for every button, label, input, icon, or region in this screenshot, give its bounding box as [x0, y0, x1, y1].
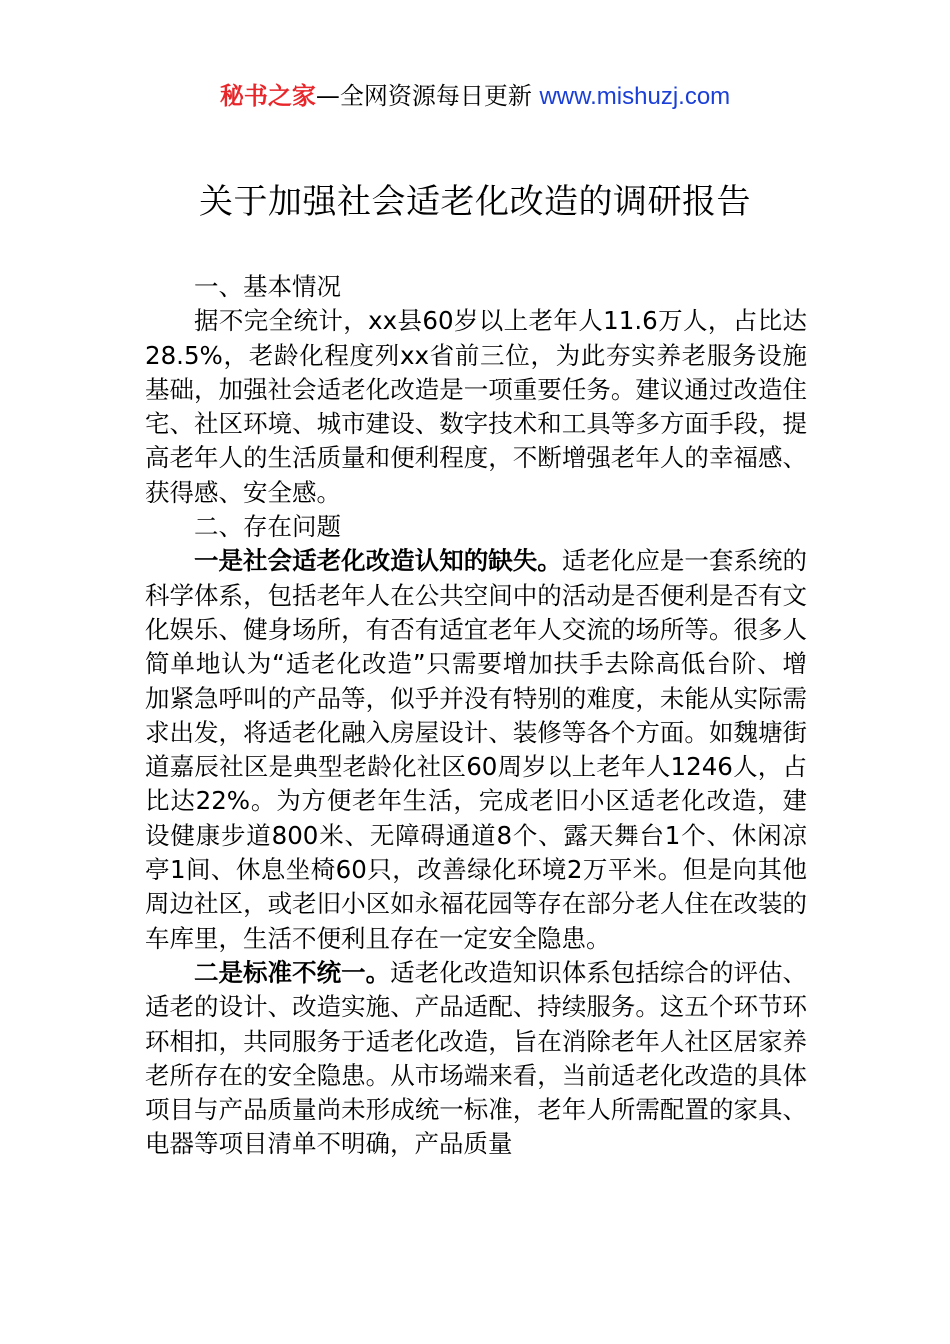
paragraph-basic-situation: 据不完全统计，xx县60岁以上老年人11.6万人，占比达28.5%，老龄化程度列xx省前三位，为此夯实养老服务设施基础，加强社会适老化改造是一项重要任务。建议通过改造住宅、社区环境、城市建设、数字技术和工具等多方面手段，提高老年人的生活质量和便利程度，不断增强老年人的幸福感、获得感、安全感。 — [145, 306, 807, 507]
site-header — [0, 80, 950, 113]
paragraph-point-2 — [145, 956, 807, 1162]
site-brand: 秘书之家 — [219, 82, 316, 110]
site-url[interactable]: www.mishuzj.com — [539, 83, 731, 110]
site-tagline: —全网资源每日更新 — [315, 82, 532, 110]
paragraph-point-1 — [145, 544, 807, 956]
point-2-text: 适老化改造知识体系包括综合的评估、适老的设计、改造实施、产品适配、持续服务。这五个环节环环相扣，共同服务于适老化改造，旨在消除老年人社区居家养老所存在的安全隐患。从市场端来看，当前适老化改造的具体项目与产品质量尚未形成统一标准，老年人所需配置的家具、电器等项目清单不明确，产品质量 — [145, 957, 808, 1159]
point-1-text: 适老化应是一套系统的科学体系，包括老年人在公共空间中的活动是否便利是否有文化娱乐、健身场所，有否有适宜老年人交流的场所等。很多人简单地认为“适老化改造”只需要增加扶手去除高低台阶、增加紧急呼叫的产品等，似乎并没有特别的难度，未能从实际需求出发，将适老化融入房屋设计、装修等各个方面。如魏塘街道嘉辰社区是典型老龄化社区60周岁以上老年人1246人，占比达22%。为方便老年生活，完成老旧小区适老化改造，建设健康步道800米、无障碍通道8个、露天舞台1个、休闲凉亭1间、休息坐椅60只，改善绿化环境2万平米。但是向其他周边社区，或老旧小区如永福花园等存在部分老人住在改装的车库里，生活不便利且存在一定安全隐患。 — [145, 546, 807, 953]
section-heading-problems: 二、存在问题 — [194, 512, 341, 542]
document-title: 关于加强社会适老化改造的调研报告 — [199, 182, 751, 222]
point-2-lead: 二是标准不统一。 — [194, 957, 391, 987]
document-body — [145, 270, 807, 1162]
point-1-lead: 一是社会适老化改造认知的缺失。 — [194, 546, 562, 576]
section-heading-basic-situation: 一、基本情况 — [194, 272, 341, 301]
